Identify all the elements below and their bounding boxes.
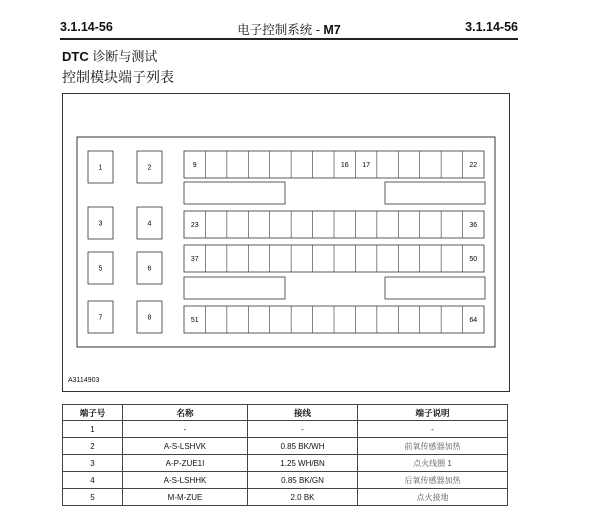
table-row — [63, 489, 508, 506]
cell-desc: - — [358, 421, 508, 438]
pin-number: 9 — [192, 162, 197, 169]
cell-name: A-S-LSHHK — [123, 472, 248, 489]
table-row — [63, 421, 508, 438]
pin-label: 6 — [147, 265, 152, 273]
cell-name: M-M-ZUE — [123, 489, 248, 506]
pin-number: 51 — [190, 317, 199, 324]
pin-number: 64 — [469, 317, 478, 324]
pin-label: 8 — [147, 314, 152, 322]
table-row — [63, 438, 508, 455]
pin-number: 16 — [340, 162, 349, 169]
cell-name: A-P-ZUE1I — [123, 455, 248, 472]
pin-number: 37 — [190, 256, 199, 263]
cell-wire: 0.85 BK/GN — [248, 472, 358, 489]
page-header — [60, 20, 518, 38]
terminal-table — [62, 404, 508, 506]
pin-label: 1 — [98, 164, 103, 172]
cell-desc: 后氧传感器加热 — [358, 472, 508, 489]
pin-label: 7 — [98, 314, 103, 322]
table-row — [63, 472, 508, 489]
cell-desc: 点火接地 — [358, 489, 508, 506]
cell-terminal: 5 — [63, 489, 123, 506]
blank-segment — [184, 182, 285, 204]
cell-name: A-S-LSHVK — [123, 438, 248, 455]
connector-diagram — [63, 94, 511, 393]
page-number-right: 3.1.14-56 — [465, 20, 518, 34]
header-rule — [60, 38, 518, 40]
cell-terminal: 1 — [63, 421, 123, 438]
table-row — [63, 455, 508, 472]
pin-number: 22 — [469, 162, 478, 169]
cell-wire: - — [248, 421, 358, 438]
pin-label: 5 — [98, 265, 103, 273]
pin-label: 2 — [147, 164, 152, 172]
pin-label: 4 — [147, 220, 152, 228]
cell-desc: 前氧传感器加热 — [358, 438, 508, 455]
cell-name: - — [123, 421, 248, 438]
cell-wire: 1.25 WH/BN — [248, 455, 358, 472]
cell-terminal: 4 — [63, 472, 123, 489]
cell-terminal: 2 — [63, 438, 123, 455]
pin-label: 3 — [98, 220, 103, 228]
blank-segment — [385, 277, 485, 299]
pin-number: 50 — [469, 256, 478, 263]
col-header-wire: 接线 — [248, 405, 358, 421]
col-header-name: 名称 — [123, 405, 248, 421]
section-title: DTC 诊断与测试 — [62, 49, 158, 64]
page-number-left: 3.1.14-56 — [60, 20, 113, 34]
chapter-title: 电子控制系统 - M7 — [237, 23, 341, 37]
col-header-desc: 端子说明 — [358, 405, 508, 421]
pin-number: 23 — [190, 222, 199, 229]
cell-wire: 0.85 BK/WH — [248, 438, 358, 455]
subtitle: 控制模块端子列表 — [62, 69, 174, 85]
col-header-terminal: 端子号 — [63, 405, 123, 421]
cell-desc: 点火线圈 1 — [358, 455, 508, 472]
figure-caption: A3114903 — [68, 377, 100, 384]
pin-number: 17 — [362, 162, 371, 169]
table-header-row — [63, 405, 508, 421]
cell-wire: 2.0 BK — [248, 489, 358, 506]
blank-segment — [184, 277, 285, 299]
blank-segment — [385, 182, 485, 204]
pin-number: 36 — [469, 222, 478, 229]
cell-terminal: 3 — [63, 455, 123, 472]
connector-figure — [62, 93, 510, 392]
